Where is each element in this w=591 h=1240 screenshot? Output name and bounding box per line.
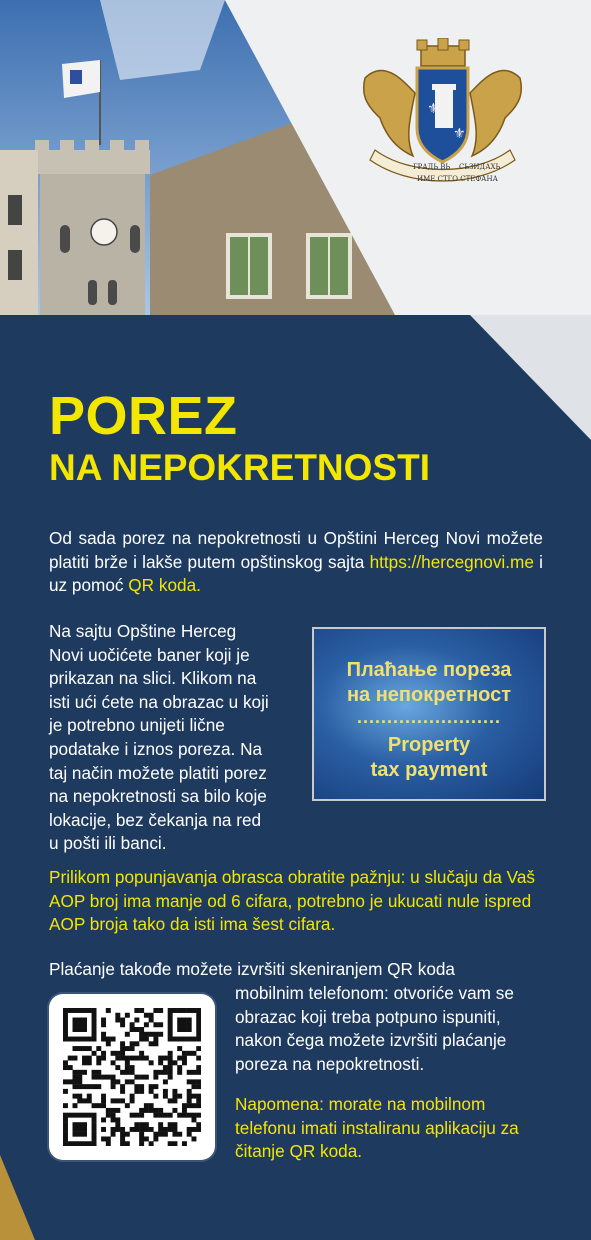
app-note: Napomena: morate na mobilnom telefonu imati instaliranu aplikaciju za čitanje QR koda. — [235, 1094, 519, 1162]
tax-payment-banner[interactable] — [312, 627, 546, 801]
svg-text:⚜: ⚜ — [427, 101, 440, 117]
aop-note: Prilikom popunjavanja obrasca obratite pažnju: u slučaju da Vaš AOP broj ima manje od 6 cifara, potrebno je ukucati nule ispred AOP broja tako da isti ima šest cifara. — [49, 867, 535, 935]
website-link[interactable]: https://hercegnovi.me — [369, 551, 534, 572]
banner-dots: ........................ — [356, 707, 502, 727]
municipality-crest-logo — [355, 38, 530, 188]
intro-text: Od sada porez na nepokretnosti u Opštini Herceg Novi možete platiti brže i lakše putem opštinskog sajta — [49, 528, 543, 572]
svg-text:СЬЗИДАХЬ: СЬЗИДАХЬ — [459, 163, 501, 171]
intro-connector: i uz pomoć — [49, 551, 543, 596]
page-title: POREZ — [49, 386, 238, 446]
qr-code[interactable] — [49, 994, 215, 1160]
banner-line-1: Плаћање пореза — [346, 659, 512, 681]
intro-paragraph — [49, 527, 543, 598]
header-area — [0, 0, 591, 315]
svg-text:⚜: ⚜ — [453, 126, 466, 142]
banner-line-2: на непокретност — [346, 684, 512, 706]
banner-line-3: Property — [387, 734, 471, 756]
svg-text:ИМЕ СТГО СТЕФАНА: ИМЕ СТГО СТЕФАНА — [417, 175, 498, 183]
qr-code-link[interactable]: QR koda. — [128, 575, 201, 596]
qr-paragraph-first-line: Plaćanje takođe možete izvršiti skeniranjem QR koda — [49, 959, 455, 979]
page-subtitle: NA NEPOKRETNOSTI — [49, 447, 430, 488]
banner-description: Na sajtu Opštine Herceg Novi uočićete baner koji je prikazan na slici. Klikom na isti ući ćete na obrazac u koji je potrebno unijeti lične podatake i iznos poreza. Na taj način možete platiti porez na nepokretnosti sa bilo koje lokacije, bez čekanja na red u pošti ili banci. — [49, 621, 269, 854]
qr-paragraph-rest: mobilnim telefonom: otvoriće vam se obrazac koji treba potpuno ispuniti, nakon čega možete izvršiti plaćanje poreza na nepokretnosti. — [235, 983, 514, 1074]
qr-code-icon — [63, 1008, 201, 1146]
svg-text:ГРАДЬ ВЬ: ГРАДЬ ВЬ — [413, 163, 451, 171]
banner-line-4: tax payment — [370, 759, 488, 781]
